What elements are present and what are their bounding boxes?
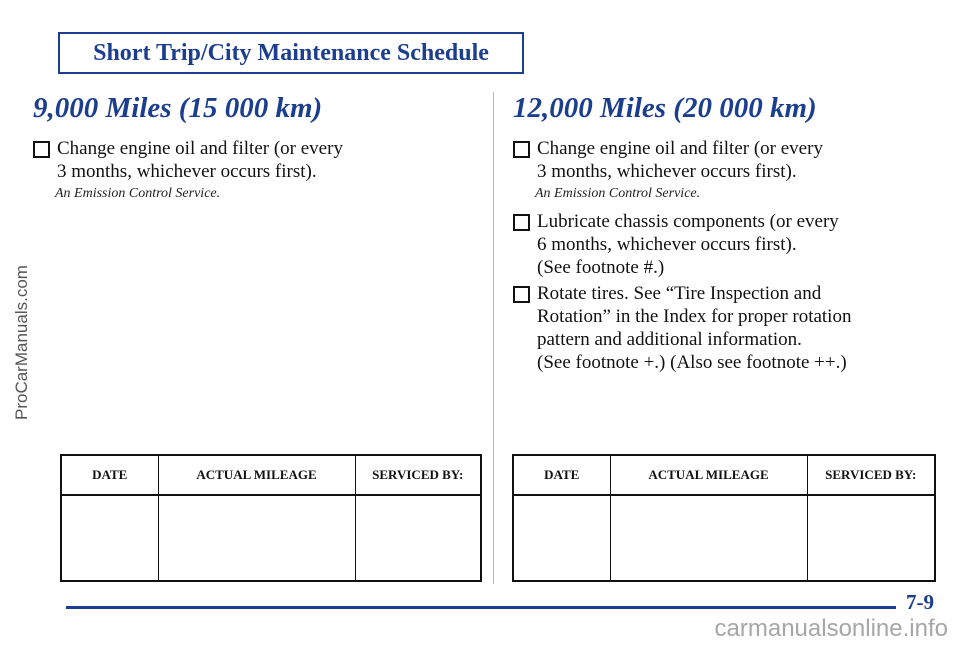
schedule-header bbox=[58, 32, 524, 74]
checkbox-icon[interactable] bbox=[513, 141, 530, 158]
date-column-header: DATE bbox=[513, 455, 610, 495]
mileage-column-header: ACTUAL MILEAGE bbox=[158, 455, 355, 495]
serviced-by-column-header: SERVICED BY: bbox=[807, 455, 935, 495]
left-mileage-heading: 9,000 Miles (15 000 km) bbox=[33, 92, 323, 124]
column-divider bbox=[493, 92, 494, 584]
mileage-cell[interactable] bbox=[158, 495, 355, 581]
schedule-title: Short Trip/City Maintenance Schedule bbox=[93, 39, 489, 66]
serviced-by-cell[interactable] bbox=[807, 495, 935, 581]
date-column-header: DATE bbox=[61, 455, 158, 495]
left-service-log-table bbox=[60, 454, 482, 582]
task-item bbox=[513, 210, 953, 279]
task-item bbox=[513, 282, 953, 374]
table-row bbox=[513, 495, 935, 581]
page-number: 7-9 bbox=[906, 590, 934, 614]
table-header-row bbox=[513, 455, 935, 495]
task-text: Lubricate chassis components (or every 6 months, whichever occurs first). (See footnote #.) bbox=[537, 211, 839, 278]
task-item bbox=[513, 137, 953, 183]
serviced-by-cell[interactable] bbox=[355, 495, 481, 581]
checkbox-icon[interactable] bbox=[33, 141, 50, 158]
checkbox-icon[interactable] bbox=[513, 286, 530, 303]
emission-note: An Emission Control Service. bbox=[55, 186, 221, 201]
bottom-watermark: carmanualsonline.info bbox=[714, 615, 948, 642]
side-watermark: ProCarManuals.com bbox=[12, 265, 31, 420]
table-row bbox=[61, 495, 481, 581]
task-text: Change engine oil and filter (or every 3 months, whichever occurs first). bbox=[537, 138, 823, 182]
left-mileage-section bbox=[33, 92, 473, 210]
table-header-row bbox=[61, 455, 481, 495]
task-text: Change engine oil and filter (or every 3 months, whichever occurs first). bbox=[57, 138, 343, 182]
footer-rule bbox=[66, 606, 896, 609]
task-text: Rotate tires. See “Tire Inspection and Rotation” in the Index for proper rotation pattern and additional information. (See footnote +.) (Also see footnote ++.) bbox=[537, 283, 852, 373]
date-cell[interactable] bbox=[61, 495, 158, 581]
emission-note: An Emission Control Service. bbox=[535, 186, 701, 201]
right-service-log-table bbox=[512, 454, 936, 582]
serviced-by-column-header: SERVICED BY: bbox=[355, 455, 481, 495]
date-cell[interactable] bbox=[513, 495, 610, 581]
checkbox-icon[interactable] bbox=[513, 214, 530, 231]
right-mileage-section bbox=[513, 92, 953, 377]
right-mileage-heading: 12,000 Miles (20 000 km) bbox=[513, 92, 817, 124]
task-item bbox=[33, 137, 473, 183]
mileage-cell[interactable] bbox=[610, 495, 807, 581]
mileage-column-header: ACTUAL MILEAGE bbox=[610, 455, 807, 495]
